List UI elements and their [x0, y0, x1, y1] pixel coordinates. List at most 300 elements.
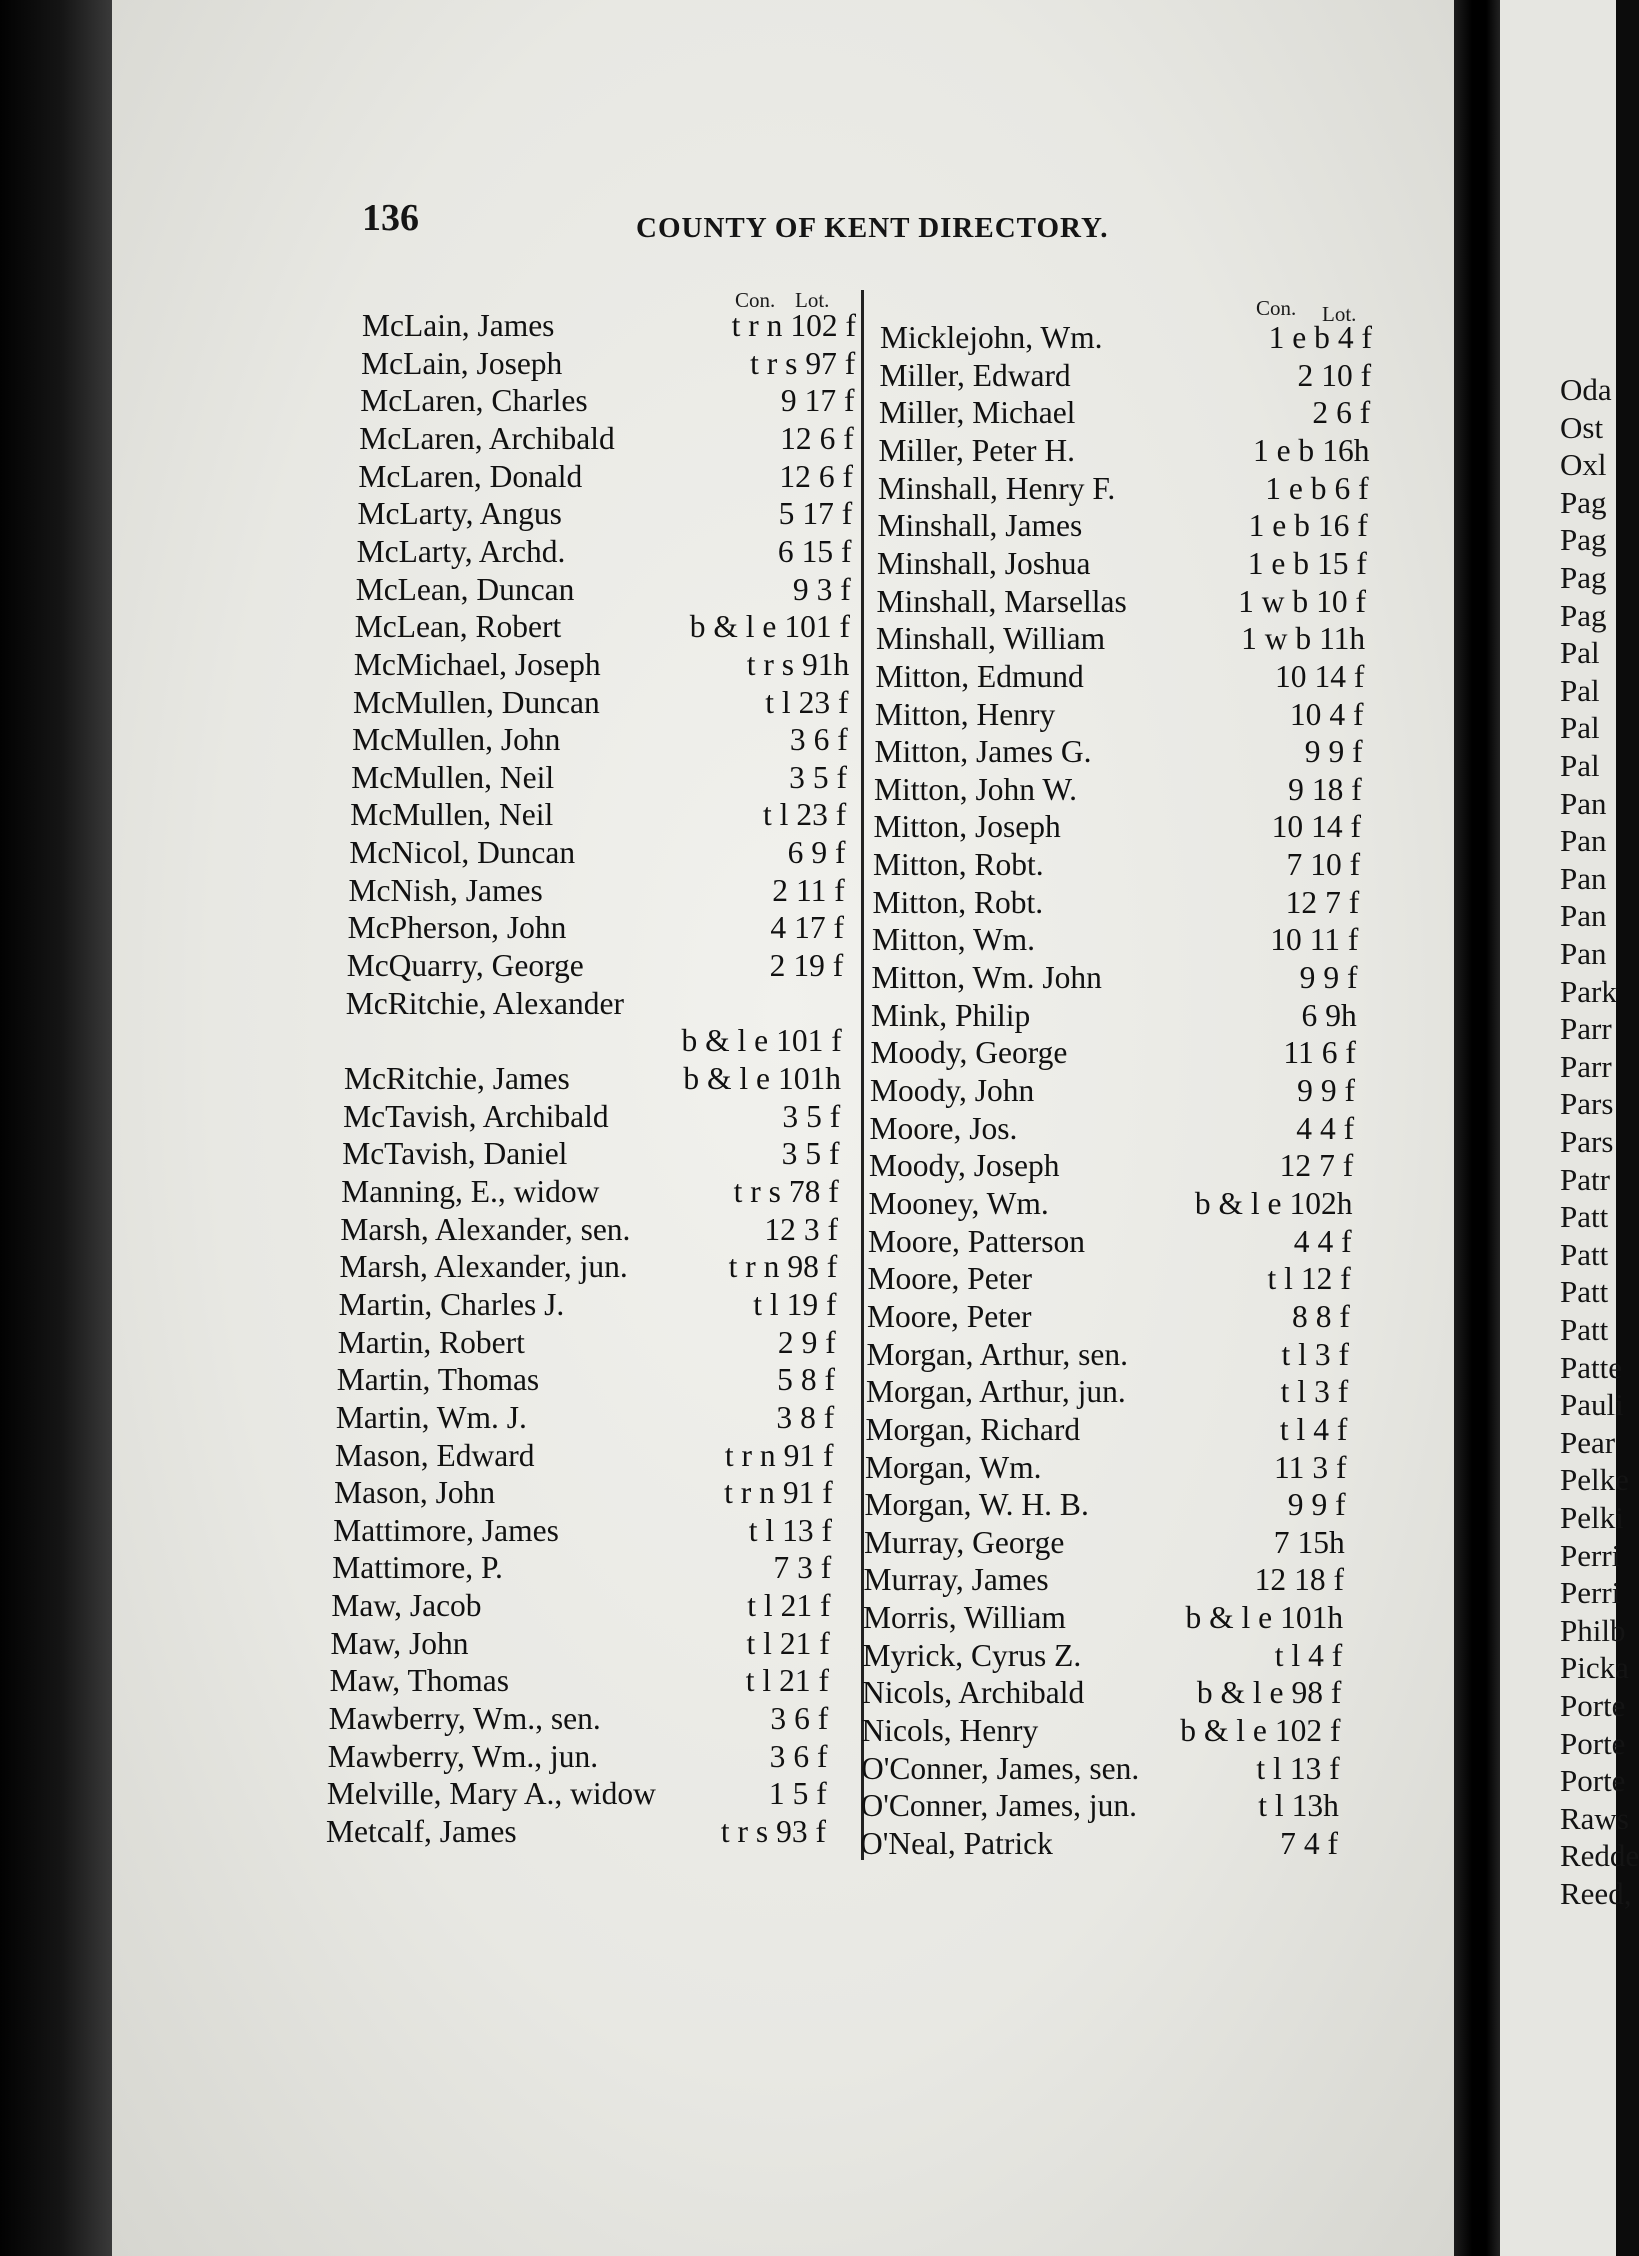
entry-con: 11	[1283, 1035, 1314, 1071]
entry-con: 7	[773, 1550, 790, 1586]
entry-lot: 9h	[1325, 997, 1357, 1033]
entry-con: t l	[753, 1286, 779, 1322]
directory-entry	[331, 1586, 830, 1624]
entry-lot: 3 f	[1314, 1336, 1350, 1372]
next-page-fragment: Patr	[1560, 1161, 1610, 1197]
next-page-fragment: Raws	[1560, 1800, 1629, 1836]
entry-con: t l	[745, 1663, 772, 1699]
entry-con: t r n	[724, 1475, 775, 1511]
next-page-fragment: Ost	[1560, 409, 1604, 445]
entry-lot: 102 f	[1274, 1713, 1341, 1749]
directory-entry	[350, 795, 846, 833]
entry-con: t r n	[724, 1437, 776, 1473]
entry-lot: 4 f	[1329, 696, 1364, 732]
entry-lot: 14 f	[1311, 809, 1361, 845]
entry-lot: 13 f	[782, 1512, 832, 1548]
entry-con: 9	[1297, 1073, 1313, 1108]
entry-name: Martin, Charles J.	[338, 1286, 565, 1322]
next-page-fragment: Oda	[1560, 372, 1612, 407]
entry-con: 3	[789, 722, 806, 758]
entry-name: Mitton, Wm.	[872, 922, 1036, 958]
entry-con: 10	[1270, 922, 1302, 958]
directory-entry	[861, 1786, 1339, 1824]
entry-name: Mitton, Robt.	[873, 847, 1044, 883]
directory-entry	[327, 1774, 827, 1812]
next-page-fragment: Porte	[1560, 1725, 1626, 1761]
directory-entry	[869, 1184, 1353, 1222]
directory-entry	[358, 494, 853, 532]
entry-con: t r s	[720, 1814, 769, 1849]
entry-name: Moore, Peter	[867, 1298, 1032, 1334]
entry-lot: 10 f	[1321, 357, 1372, 393]
entry-name: Mitton, John W.	[874, 771, 1078, 807]
entry-name: Mitton, Edmund	[875, 658, 1084, 694]
directory-entry	[871, 996, 1357, 1034]
entry-con: 9	[1288, 771, 1304, 807]
entry-lot: 5 f	[805, 1136, 840, 1172]
entry-lot: 7 f	[1319, 1148, 1354, 1184]
entry-lot: 6 f	[819, 420, 854, 456]
directory-entry	[356, 570, 851, 608]
entry-lot: 8 f	[800, 1399, 835, 1435]
entry-lot: 9 f	[1320, 1073, 1355, 1108]
directory-entry	[359, 419, 853, 457]
entry-name: McLean, Robert	[354, 609, 562, 645]
entry-lot: 11h	[1319, 621, 1366, 657]
entry-name: O'Conner, James, sen.	[861, 1750, 1140, 1786]
entry-con: b & l e	[1194, 1185, 1282, 1221]
entry-con: 1 e b	[1248, 508, 1310, 544]
entry-lot: 21 f	[780, 1588, 831, 1624]
next-page-fragment: Pal	[1560, 710, 1600, 746]
entry-lot: 11 f	[1309, 922, 1359, 958]
entry-lot: 98 f	[1291, 1675, 1342, 1711]
entry-lot: 15h	[1297, 1524, 1345, 1560]
entry-con: t l	[1267, 1261, 1293, 1297]
directory-entry	[362, 306, 856, 344]
book-gutter	[1454, 0, 1500, 2256]
next-page-fragment: Parr	[1560, 1011, 1612, 1047]
entry-lot: 8 f	[1315, 1298, 1350, 1334]
next-page-fragment: Pan	[1560, 860, 1607, 896]
directory-entry	[349, 833, 845, 871]
entry-lot: 15 f	[1317, 545, 1367, 581]
entry-lot: 5 f	[806, 1098, 841, 1134]
entry-name: Miller, Michael	[879, 395, 1076, 431]
right-con-header: Con.	[1256, 296, 1297, 320]
entry-lot: 9 f	[801, 1324, 836, 1360]
entry-con: 9	[1304, 734, 1321, 770]
entry-con: t l	[765, 684, 791, 720]
entry-lot: 6 f	[1334, 470, 1369, 506]
entry-lot: 16 f	[1317, 508, 1368, 544]
entry-name: Minshall, William	[876, 621, 1106, 657]
entry-name: Mooney, Wm.	[868, 1185, 1049, 1221]
entry-lot: 93 f	[776, 1814, 826, 1849]
entry-lot: 13 f	[1289, 1750, 1340, 1786]
left-lot-header: Lot.	[795, 288, 830, 312]
entry-lot: 21 f	[779, 1663, 829, 1699]
next-page-fragment: Pelki	[1560, 1500, 1624, 1535]
directory-entry	[330, 1661, 829, 1699]
entry-con: 2	[1297, 357, 1314, 393]
entry-con: 9	[780, 383, 797, 419]
next-page-fragment: Pan	[1560, 785, 1607, 821]
entry-name: McMullen, Duncan	[353, 684, 600, 720]
next-page-fragment: Philb	[1560, 1612, 1626, 1648]
entry-lot: 3 f	[797, 1550, 832, 1586]
entry-lot: 16h	[1322, 432, 1370, 468]
entry-con: t l	[762, 797, 789, 833]
entry-con: 1 e b	[1247, 545, 1310, 581]
next-page-fragment: Pag	[1560, 597, 1607, 633]
entry-con: 9	[1287, 1487, 1304, 1523]
directory-entry	[877, 582, 1367, 620]
entry-lot: 91h	[801, 646, 850, 682]
directory-entry	[878, 506, 1368, 544]
directory-entry	[878, 469, 1369, 507]
entry-name: McMichael, Joseph	[353, 646, 601, 682]
entry-con: t l	[748, 1512, 775, 1548]
left-con-header: Con.	[735, 288, 776, 312]
entry-name: Mitton, Henry	[875, 696, 1056, 732]
directory-entry	[352, 720, 848, 758]
entry-con: b & l e	[1180, 1713, 1267, 1749]
directory-entry	[341, 1172, 838, 1210]
entry-lot: 10 f	[1316, 583, 1367, 619]
next-page-fragment: Pal	[1560, 672, 1600, 708]
entry-con: 6	[787, 835, 804, 871]
entry-name: Mink, Philip	[871, 997, 1031, 1033]
entry-con: 6	[777, 533, 794, 569]
entry-name: O'Conner, James, jun.	[860, 1788, 1138, 1824]
page-number: 136	[362, 197, 419, 239]
directory-entry	[861, 1749, 1340, 1787]
entry-name: McLaren, Charles	[360, 383, 588, 419]
next-page-fragment: Oxl	[1560, 447, 1607, 483]
entry-lot: 17 f	[802, 496, 853, 532]
entry-name: Mason, Edward	[335, 1437, 535, 1473]
entry-name: Morgan, Arthur, jun.	[866, 1374, 1126, 1410]
entry-con: 12	[764, 1211, 796, 1247]
directory-entry	[353, 683, 849, 721]
directory-entry	[863, 1636, 1343, 1674]
entry-lot: 10 f	[1310, 847, 1361, 883]
entry-name: McMullen, Neil	[350, 797, 554, 833]
entry-con: t l	[1274, 1637, 1301, 1673]
entry-lot: 9 f	[1311, 1487, 1346, 1523]
entry-name: Mawberry, Wm., jun.	[327, 1738, 599, 1774]
entry-con: 6	[1301, 997, 1318, 1033]
next-page-edge	[1500, 0, 1639, 2256]
entry-name: Maw, John	[330, 1625, 469, 1661]
entry-lot: 4 f	[1317, 1223, 1352, 1259]
entry-con: 4	[770, 910, 787, 946]
next-page-fragment: Pars	[1560, 1086, 1614, 1122]
entry-con: t l	[1280, 1374, 1307, 1410]
entry-lot: 18 f	[1311, 771, 1362, 807]
next-page-fragment: Redde	[1560, 1838, 1639, 1874]
entry-con: 12	[1285, 884, 1318, 920]
directory-entry	[873, 883, 1360, 921]
entry-con: 10	[1274, 658, 1307, 694]
book-left-edge	[0, 0, 112, 2256]
entry-name: Morgan, W. H. B.	[864, 1487, 1089, 1523]
entry-con: 3	[769, 1738, 786, 1774]
right-lot-header: Lot.	[1322, 302, 1357, 326]
directory-entry	[862, 1711, 1341, 1749]
directory-entry	[354, 645, 849, 683]
entry-con: 3	[789, 759, 805, 795]
next-page-fragment: Perri	[1560, 1537, 1621, 1573]
next-page-fragment: Perri	[1560, 1575, 1621, 1611]
directory-entry	[874, 770, 1362, 808]
next-page-fragment: Park	[1560, 973, 1617, 1009]
entry-con: b & l e	[1185, 1600, 1273, 1636]
next-page-fragment: Pars	[1560, 1124, 1614, 1159]
entry-lot: 98 f	[787, 1249, 838, 1285]
entry-con: t l	[1281, 1336, 1307, 1372]
entry-lot: 15 f	[801, 533, 852, 569]
entry-lot: 23 f	[798, 684, 849, 720]
next-page-fragment: Porte	[1560, 1688, 1626, 1723]
entry-con: 12	[779, 458, 811, 494]
directory-entry	[879, 431, 1370, 469]
directory-entry	[867, 1297, 1350, 1335]
entry-con: 5	[778, 496, 795, 532]
directory-entry	[866, 1372, 1348, 1410]
entry-name: McMullen, Neil	[351, 759, 555, 795]
entry-name: McNicol, Duncan	[349, 835, 576, 871]
directory-entry	[334, 1473, 833, 1511]
entry-name: O'Neal, Patrick	[860, 1826, 1053, 1861]
entry-lot: 6 f	[793, 1738, 828, 1774]
entry-con: 7	[1273, 1524, 1290, 1560]
entry-con: 10	[1289, 696, 1322, 732]
directory-entry	[331, 1624, 830, 1662]
entry-lot: 4 f	[1337, 320, 1372, 355]
entry-lot: 19 f	[786, 1286, 837, 1322]
entry-lot: 6 f	[1321, 1035, 1356, 1071]
entry-con: t l	[747, 1588, 773, 1624]
next-page-fragment: Parr	[1560, 1048, 1612, 1084]
directory-entry	[870, 1071, 1355, 1109]
entry-name: McRitchie, James	[344, 1061, 570, 1096]
entry-name: McLean, Duncan	[355, 571, 575, 607]
entry-lot: 21 f	[779, 1625, 830, 1661]
directory-entry	[336, 1398, 834, 1436]
entry-name: Mitton, Wm. John	[871, 960, 1102, 996]
directory-entry	[347, 946, 844, 984]
entry-lot: 4 f	[1320, 1110, 1355, 1146]
directory-entry	[865, 1448, 1347, 1486]
entry-name: Mitton, Joseph	[873, 809, 1061, 845]
entry-name: Maw, Thomas	[329, 1663, 509, 1699]
entry-name: McLarty, Angus	[357, 496, 562, 532]
entry-name: Morgan, Wm.	[865, 1449, 1042, 1485]
entry-con: 1 e b	[1252, 432, 1315, 468]
entry-con: b & l e	[1196, 1675, 1284, 1711]
entry-lot: 3 f	[1312, 1449, 1347, 1485]
next-page-fragment: Pan	[1560, 823, 1607, 859]
entry-con: t l	[1256, 1750, 1282, 1786]
entry-con: t r s	[750, 345, 798, 381]
directory-entry	[328, 1737, 828, 1775]
directory-entry	[880, 318, 1372, 356]
directory-entry	[864, 1560, 1344, 1598]
entry-name: Mattimore, James	[333, 1512, 559, 1548]
directory-entry	[867, 1335, 1350, 1373]
next-page-fragment: Pan	[1560, 898, 1607, 934]
entry-con: 9	[1299, 960, 1316, 996]
entry-con: 1 e b	[1265, 470, 1327, 506]
entry-lot: 14 f	[1314, 658, 1365, 694]
entry-lot: 9 f	[1323, 960, 1358, 996]
entry-con: 12	[780, 420, 812, 456]
entry-lot: 91 f	[782, 1475, 833, 1511]
entry-con: t r s	[733, 1173, 781, 1209]
next-page-fragment: Pal	[1560, 748, 1600, 783]
entry-name: McLaren, Donald	[358, 458, 583, 494]
entry-name: Melville, Mary A., widow	[326, 1776, 656, 1812]
entry-lot: 5 f	[792, 1776, 827, 1812]
directory-entry	[879, 393, 1370, 431]
directory-entry	[343, 1097, 840, 1135]
entry-name: Moody, George	[870, 1035, 1068, 1071]
next-page-fragment: Patt	[1560, 1199, 1609, 1235]
entry-con: t l	[746, 1625, 772, 1661]
directory-entry	[338, 1323, 836, 1361]
entry-name: McLaren, Archibald	[359, 420, 615, 456]
directory-entry	[348, 908, 844, 946]
entry-name: Micklejohn, Wm.	[880, 320, 1103, 355]
entry-lot: 3 f	[803, 1211, 838, 1247]
entry-lot: 101 f	[784, 609, 850, 645]
directory-entry	[868, 1222, 1352, 1260]
entry-lot: 8 f	[800, 1362, 835, 1398]
entry-name: Mason, John	[334, 1475, 496, 1511]
directory-entry	[875, 695, 1364, 733]
directory-entry	[337, 1360, 835, 1398]
directory-entry	[360, 381, 854, 419]
directory-entry	[868, 1259, 1351, 1297]
entry-con: 2	[769, 948, 786, 984]
entry-con: 3	[782, 1098, 799, 1134]
entry-name: Myrick, Cyrus Z.	[862, 1637, 1082, 1673]
next-page-fragment: Patt	[1560, 1274, 1609, 1310]
entry-name: Minshall, Joshua	[877, 545, 1091, 581]
entry-con: 3	[781, 1136, 798, 1172]
directory-entry	[346, 984, 843, 1022]
directory-entry	[862, 1673, 1341, 1711]
entry-lot: 5 f	[812, 759, 847, 795]
directory-entry	[326, 1812, 826, 1850]
entry-lot: 18 f	[1294, 1562, 1344, 1598]
entry-name: Moody, Joseph	[869, 1148, 1060, 1184]
entry-lot: 9 f	[1328, 734, 1363, 770]
entry-con: t r n	[728, 1249, 780, 1285]
directory-entry	[339, 1285, 837, 1323]
next-page-fragment: Patte	[1560, 1349, 1622, 1385]
directory-entry	[875, 732, 1363, 770]
entry-name: McMullen, John	[352, 722, 561, 758]
entry-con: t r n	[731, 308, 783, 343]
directory-entry	[869, 1146, 1353, 1184]
entry-name: Moore, Peter	[867, 1261, 1032, 1297]
entry-name: McTavish, Daniel	[342, 1136, 568, 1172]
entry-con: 2	[1312, 395, 1329, 431]
directory-entry	[880, 356, 1372, 394]
entry-name: Mitton, Robt.	[872, 884, 1044, 920]
entry-name: Murray, George	[864, 1524, 1065, 1560]
entry-lot: 78 f	[788, 1173, 839, 1209]
entry-con: 8	[1292, 1298, 1308, 1334]
entry-lot: 6 f	[794, 1701, 829, 1737]
entry-con: 2	[772, 872, 789, 908]
entry-name: McLain, James	[362, 308, 555, 343]
running-head: COUNTY OF KENT DIRECTORY.	[636, 212, 1109, 244]
entry-con: 7	[1286, 847, 1303, 883]
entry-name: Morris, William	[863, 1600, 1066, 1636]
directory-entry	[876, 657, 1365, 695]
entry-name: Metcalf, James	[326, 1814, 517, 1849]
entry-lot: 101h	[778, 1061, 841, 1096]
entry-con: 12	[1254, 1562, 1287, 1598]
entry-name: McQuarry, George	[346, 948, 584, 984]
entry-lot: 11 f	[796, 872, 845, 908]
entry-name: Miller, Edward	[879, 357, 1071, 393]
entry-name: Morgan, Richard	[865, 1411, 1081, 1447]
directory-entry	[873, 845, 1360, 883]
entry-lot: 97 f	[805, 345, 856, 381]
entry-lot: 101 f	[776, 1023, 842, 1059]
directory-entry	[358, 457, 853, 495]
directory-entry	[860, 1824, 1338, 1862]
directory-entry	[355, 607, 850, 645]
entry-lot: 17 f	[794, 910, 844, 946]
entry-con: 1	[768, 1776, 785, 1812]
entry-name: Martin, Thomas	[336, 1362, 540, 1398]
entry-name: Moore, Jos.	[869, 1110, 1018, 1146]
directory-entry	[877, 544, 1367, 582]
next-page-fragment: Porte	[1560, 1763, 1626, 1799]
entry-lot: 23 f	[796, 797, 847, 833]
directory-entry	[342, 1134, 839, 1172]
entry-name: Minshall, James	[877, 508, 1083, 544]
directory-entry	[864, 1523, 1345, 1561]
entry-name: McPherson, John	[347, 910, 567, 946]
directory-entry	[329, 1699, 829, 1737]
entry-name: Nicols, Archibald	[862, 1675, 1085, 1711]
directory-entry	[340, 1247, 838, 1285]
entry-name: Murray, James	[863, 1562, 1049, 1598]
entry-name: Moody, John	[870, 1073, 1035, 1108]
entry-con: 1 w b	[1238, 583, 1309, 619]
entry-con: t r s	[746, 646, 794, 682]
entry-con: 4	[1296, 1110, 1313, 1146]
entry-lot: 6 f	[813, 722, 848, 758]
entry-lot: 6 f	[1336, 395, 1371, 431]
directory-entry	[870, 1109, 1355, 1147]
entry-con: t l	[1279, 1411, 1306, 1447]
entry-lot: 12 f	[1300, 1261, 1351, 1297]
directory-entry	[872, 920, 1358, 958]
entry-name: McNish, James	[348, 872, 543, 908]
entry-con: 3	[770, 1701, 787, 1737]
next-page-fragment: Patt	[1560, 1312, 1609, 1347]
entry-con: 1 w b	[1241, 621, 1312, 657]
entry-con: 9	[792, 571, 809, 607]
